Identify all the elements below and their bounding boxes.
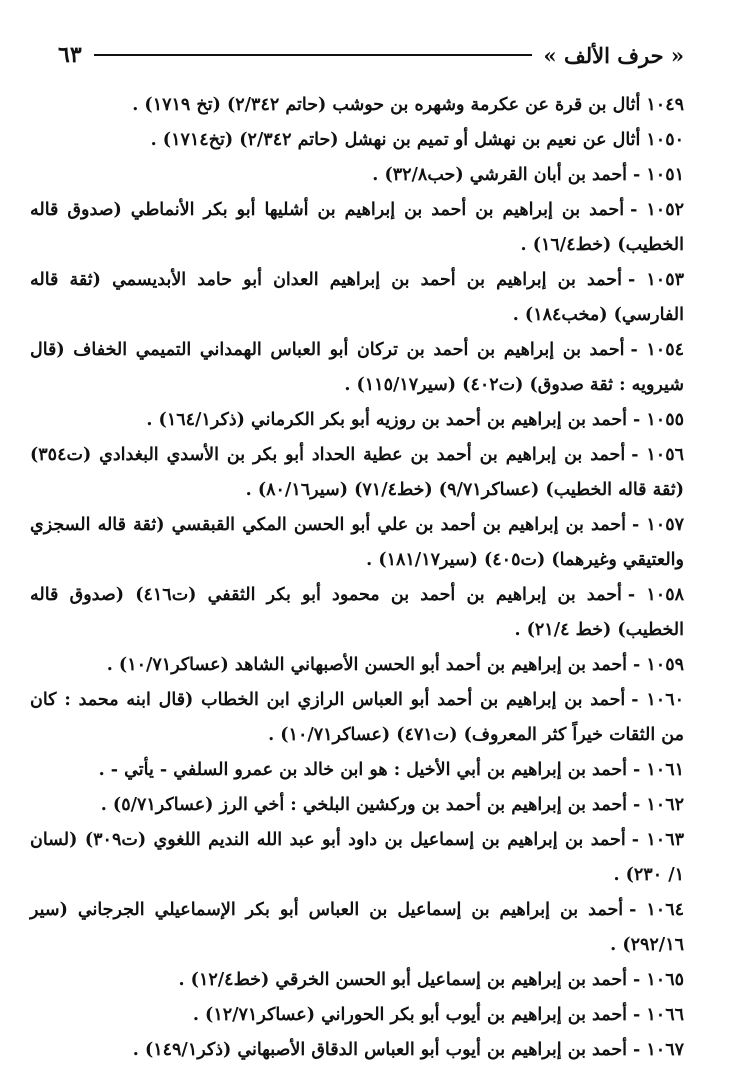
entry-text: أثال عن نعيم بن نهشل أو تميم بن نهشل (حاتم ٢/٣٤٢) (تخ١٧١٤) .: [150, 130, 641, 150]
entry: [30, 508, 684, 578]
entry-text: أحمد بن إبراهيم بن أحمد بن إبراهيم بن أشليها أبو بكر الأنماطي (صدوق قاله الخطيب) (خط١٦/٤) .: [30, 200, 684, 255]
entry-number: ١٠٦٧ -: [633, 1040, 684, 1060]
entry-list: [30, 88, 684, 1068]
entry: [30, 1033, 684, 1068]
entry: [30, 403, 684, 438]
entry-text: أحمد بن إبراهيم بن أيوب أبو العباس الدقاق الأصبهاني (ذكر١٤٩/١) .: [132, 1040, 628, 1060]
entry-text: أحمد بن إبراهيم بن أحمد بن عطية الحداد أبو بكر بن الأسدي البغدادي (ت٣٥٤) (ثقة قاله الخطيب) (عساكر٩/٧١) (خط٧١/٤) (سير٨٠/١٦) .: [30, 445, 684, 500]
entry-number: ١٠٥٨ -: [627, 585, 684, 605]
entry-text: أحمد بن إبراهيم بن أحمد بن تركان أبو العباس الهمداني التميمي الخفاف (قال شيرويه : ثقة صدوق) (ت٤٠٢) (سير١١٥/١٧) .: [30, 340, 684, 395]
entry-number: ١٠٦١ -: [633, 760, 684, 780]
entry-number: ١٠٦٤ -: [629, 900, 684, 920]
entry-number: ١٠٦٦ -: [633, 1005, 684, 1025]
entry-number: ١٠٦٣ -: [631, 830, 685, 850]
entry: [30, 998, 684, 1033]
entry: [30, 788, 684, 823]
entry-number: ١٠٥٦ -: [631, 445, 684, 465]
entry-number: ١٠٥٠: [646, 130, 684, 150]
entry-number: ١٠٥٥ -: [633, 410, 684, 430]
entry-text: أحمد بن إبراهيم بن أحمد أبو العباس الرازي ابن الخطاب (قال ابنه محمد : كان من الثقات خيراً كثر المعروف) (ت٤٧١) (عساكر١٠/٧١) .: [30, 690, 684, 745]
entry-text: أحمد بن إبراهيم بن أحمد بن وركشين البلخي : أخي الرز (عساكر٥/٧١) .: [100, 795, 628, 815]
entry: [30, 648, 684, 683]
running-title: « حرف الألف »: [543, 42, 684, 68]
entry: [30, 823, 684, 893]
page-header: [58, 38, 684, 72]
entry: [30, 123, 684, 158]
entry-text: أثال بن قرة عن عكرمة وشهره بن حوشب (حاتم ٢/٣٤٢) (تخ ١٧١٩) .: [132, 95, 641, 115]
entry-text: أحمد بن إبراهيم بن إسماعيل بن داود أبو عبد الله النديم اللغوي (ت٣٠٩) (لسان ١/ ٢٣٠) .: [30, 830, 684, 885]
entry-number: ١٠٥٩ -: [633, 655, 684, 675]
entry-text: أحمد بن إبراهيم بن أحمد بن روزيه أبو بكر الكرماني (ذكر١٦٤/١) .: [146, 410, 628, 430]
entry: [30, 753, 684, 788]
entry: [30, 578, 684, 648]
entry: [30, 333, 684, 403]
entry: [30, 893, 684, 963]
entry-number: ١٠٤٩: [646, 95, 684, 115]
entry-text: أحمد بن إبراهيم بن إسماعيل بن العباس أبو بكر الإسماعيلي الجرجاني (سير ٢٩٢/١٦) .: [30, 900, 684, 955]
entry-number: ١٠٦٠ -: [631, 690, 684, 710]
entry-number: ١٠٥٢ -: [630, 200, 685, 220]
entry: [30, 263, 684, 333]
entry: [30, 683, 684, 753]
entry: [30, 193, 684, 263]
entry-text: أحمد بن أبان القرشي (حب٣٢/٨) .: [372, 165, 628, 185]
entry-text: أحمد بن إبراهيم بن أحمد بن محمود أبو بكر الثقفي (ت٤١٦) (صدوق قاله الخطيب) (خط ٢١/٤) .: [30, 585, 684, 640]
entry-number: ١٠٥٧ -: [631, 515, 684, 535]
entry-text: أحمد بن إبراهيم بن أحمد بن إبراهيم العدان أبو حامد الأبديسمي (ثقة قاله الفارسي) (مخب١٨٤) .: [30, 270, 684, 325]
entry-text: أحمد بن إبراهيم بن أحمد بن علي أبو الحسن المكي القبقسي (ثقة قاله السجزي والعتيقي وغيرهما) (ت٤٠٥) (سير١٨١/١٧) .: [30, 515, 684, 570]
entry-text: أحمد بن إبراهيم بن أحمد أبو الحسن الأصبهاني الشاهد (عساكر١٠/٧١) .: [106, 655, 628, 675]
entry: [30, 158, 684, 193]
entry-text: أحمد بن إبراهيم بن إسماعيل أبو الحسن الخرقي (خط١٢/٤) .: [178, 970, 628, 990]
entry-number: ١٠٦٥ -: [633, 970, 684, 990]
entry-number: ١٠٥٣ -: [627, 270, 684, 290]
entry: [30, 438, 684, 508]
entry-text: أحمد بن إبراهيم بن أبي الأخيل : هو ابن خالد بن عمرو السلفي - يأتي - .: [98, 760, 628, 780]
header-rule: [94, 54, 532, 56]
entry-number: ١٠٦٢ -: [633, 795, 684, 815]
entry-number: ١٠٥٤ -: [630, 340, 685, 360]
entry: [30, 963, 684, 998]
entry-number: ١٠٥١ -: [633, 165, 684, 185]
page-number: ٦٣: [58, 42, 82, 68]
entry: [30, 88, 684, 123]
entry-text: أحمد بن إبراهيم بن أيوب أبو بكر الحوراني (عساكر١٢/٧١) .: [192, 1005, 628, 1025]
